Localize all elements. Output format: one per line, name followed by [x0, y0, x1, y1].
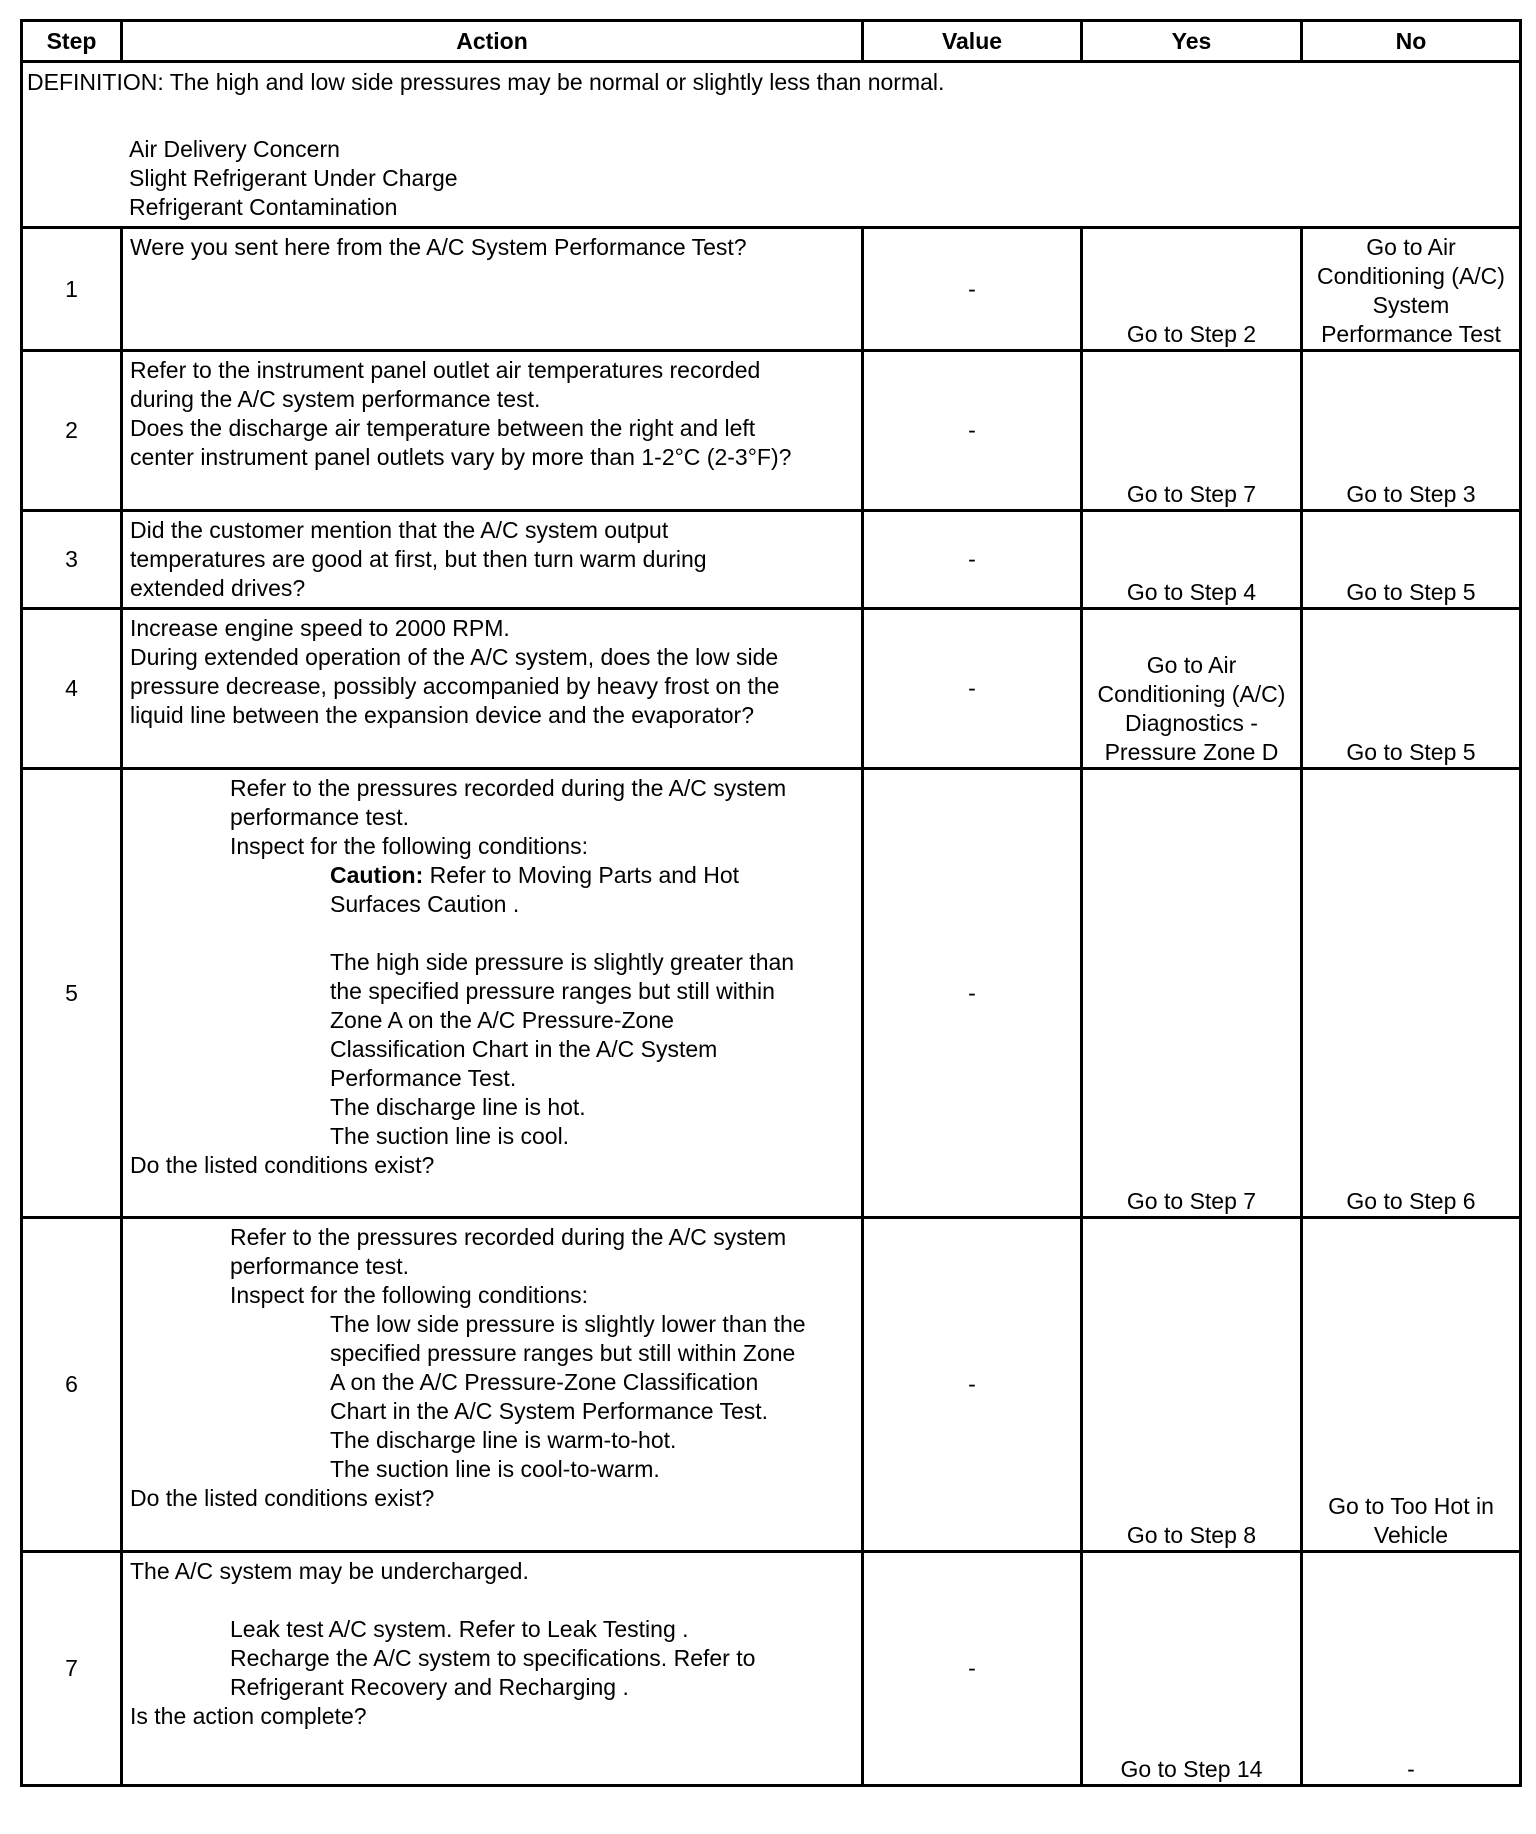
yes-link[interactable]: Go to Step 7: [1082, 351, 1302, 511]
table-row: [22, 228, 1521, 351]
no-link[interactable]: Go to Step 3: [1302, 351, 1521, 511]
condition-text: Chart in the A/C System Performance Test.: [330, 1398, 769, 1424]
action-text: Refer to the pressures recorded during the A/C system: [230, 775, 787, 801]
table-row: [22, 511, 1521, 609]
condition-text: Zone A on the A/C Pressure-Zone: [330, 1007, 674, 1033]
value-cell: -: [863, 1218, 1082, 1552]
condition-text: Classification Chart in the A/C System: [330, 1036, 718, 1062]
action-question: Is the action complete?: [130, 1703, 367, 1729]
condition-text: the specified pressure ranges but still within: [330, 978, 775, 1004]
definition-cell: [22, 62, 1521, 228]
action-text: Increase engine speed to 2000 RPM.: [130, 615, 510, 641]
table-row: [22, 351, 1521, 511]
definition-items: [27, 135, 1513, 222]
yes-link[interactable]: Go to Step 8: [1082, 1218, 1302, 1552]
action-question: Do the listed conditions exist?: [130, 1485, 435, 1511]
no-link-line: Performance Test: [1321, 321, 1501, 347]
definition-item: Slight Refrigerant Under Charge: [129, 165, 458, 191]
header-value: Value: [863, 21, 1082, 62]
header-row: [22, 21, 1521, 62]
action-cell: [122, 609, 863, 769]
yes-link[interactable]: Go to Step 2: [1082, 228, 1302, 351]
caution-text[interactable]: Surfaces Caution .: [330, 891, 520, 917]
yes-link-line: Pressure Zone D: [1104, 739, 1279, 765]
diagnostic-table: [20, 19, 1522, 1787]
action-text: performance test.: [230, 1253, 409, 1279]
no-link[interactable]: Go to Step 6: [1302, 769, 1521, 1218]
step-number: 4: [22, 609, 122, 769]
value-cell: -: [863, 228, 1082, 351]
action-cell: [122, 1218, 863, 1552]
value-cell: -: [863, 1552, 1082, 1786]
condition-text: The high side pressure is slightly greater than: [330, 949, 795, 975]
condition-text: The low side pressure is slightly lower than the: [330, 1311, 806, 1337]
no-link[interactable]: Go to Step 5: [1302, 511, 1521, 609]
caution-label: Caution:: [330, 862, 424, 888]
condition-text: A on the A/C Pressure-Zone Classification: [330, 1369, 759, 1395]
definition-text: DEFINITION: The high and low side pressures may be normal or slightly less than normal.: [27, 69, 945, 95]
yes-link-line: Go to Air: [1146, 652, 1237, 678]
definition-item: Air Delivery Concern: [129, 136, 340, 162]
yes-link[interactable]: Go to Step 7: [1082, 769, 1302, 1218]
header-yes: Yes: [1082, 21, 1302, 62]
action-step: Refrigerant Recovery and Recharging .: [230, 1674, 629, 1700]
action-text: Were you sent here from the A/C System Performance Test?: [130, 234, 747, 260]
no-link-line: Conditioning (A/C): [1317, 263, 1505, 289]
no-link-line: Go to Too Hot in: [1328, 1493, 1494, 1519]
action-question: liquid line between the expansion device and the evaporator?: [130, 702, 754, 728]
yes-link[interactable]: [1082, 609, 1302, 769]
action-cell: [122, 511, 863, 609]
caution-note: [130, 861, 855, 890]
no-link-line: System: [1372, 292, 1450, 318]
step-number: 5: [22, 769, 122, 1218]
action-question: During extended operation of the A/C system, does the low side: [130, 644, 779, 670]
table-row: [22, 1218, 1521, 1552]
action-cell: [122, 1552, 863, 1786]
step-number: 6: [22, 1218, 122, 1552]
table-row: [22, 769, 1521, 1218]
condition-text: The discharge line is warm-to-hot.: [330, 1427, 677, 1453]
step-number: 7: [22, 1552, 122, 1786]
condition-text: The suction line is cool.: [330, 1123, 570, 1149]
condition-text: The discharge line is hot.: [330, 1094, 586, 1120]
condition-text: The suction line is cool-to-warm.: [330, 1456, 660, 1482]
value-cell: -: [863, 769, 1082, 1218]
header-step: Step: [22, 21, 122, 62]
action-question: center instrument panel outlets vary by more than 1-2°C (2-3°F)?: [130, 444, 792, 470]
table-row: [22, 1552, 1521, 1786]
no-link[interactable]: Go to Step 5: [1302, 609, 1521, 769]
action-text: Inspect for the following conditions:: [230, 833, 588, 859]
action-text: temperatures are good at first, but then turn warm during: [130, 546, 707, 572]
action-question: Does the discharge air temperature between the right and left: [130, 415, 756, 441]
action-text: Did the customer mention that the A/C system output: [130, 517, 669, 543]
action-cell: [122, 351, 863, 511]
definition-row: [22, 62, 1521, 228]
no-link-line: Vehicle: [1373, 1522, 1449, 1548]
yes-link[interactable]: Go to Step 14: [1082, 1552, 1302, 1786]
action-text: Refer to the pressures recorded during the A/C system: [230, 1224, 787, 1250]
step-number: 2: [22, 351, 122, 511]
action-text: extended drives?: [130, 575, 306, 601]
action-text: during the A/C system performance test.: [130, 386, 541, 412]
no-link[interactable]: [1302, 228, 1521, 351]
header-action: Action: [122, 21, 863, 62]
action-text: Inspect for the following conditions:: [230, 1282, 588, 1308]
action-step: Recharge the A/C system to specifications. Refer to: [230, 1645, 756, 1671]
action-text: The A/C system may be undercharged.: [130, 1558, 529, 1584]
header-no: No: [1302, 21, 1521, 62]
action-cell: [122, 228, 863, 351]
step-number: 1: [22, 228, 122, 351]
action-cell: [122, 769, 863, 1218]
no-link-line: Go to Air: [1366, 234, 1456, 260]
yes-link-line: Conditioning (A/C): [1097, 681, 1286, 707]
condition-text: Performance Test.: [330, 1065, 517, 1091]
value-cell: -: [863, 351, 1082, 511]
no-link[interactable]: [1302, 1218, 1521, 1552]
definition-item: Refrigerant Contamination: [129, 194, 398, 220]
value-cell: -: [863, 609, 1082, 769]
yes-link[interactable]: Go to Step 4: [1082, 511, 1302, 609]
step-number: 3: [22, 511, 122, 609]
action-step: Leak test A/C system. Refer to Leak Testing .: [230, 1616, 689, 1642]
table-row: [22, 609, 1521, 769]
caution-text: Refer to Moving Parts and Hot: [423, 862, 740, 888]
action-text: performance test.: [230, 804, 409, 830]
action-question: pressure decrease, possibly accompanied by heavy frost on the: [130, 673, 780, 699]
action-question: Do the listed conditions exist?: [130, 1152, 435, 1178]
no-link: -: [1302, 1552, 1521, 1786]
yes-link-line: Diagnostics -: [1125, 710, 1258, 736]
value-cell: -: [863, 511, 1082, 609]
condition-text: specified pressure ranges but still within Zone: [330, 1340, 796, 1366]
action-text: Refer to the instrument panel outlet air temperatures recorded: [130, 357, 761, 383]
